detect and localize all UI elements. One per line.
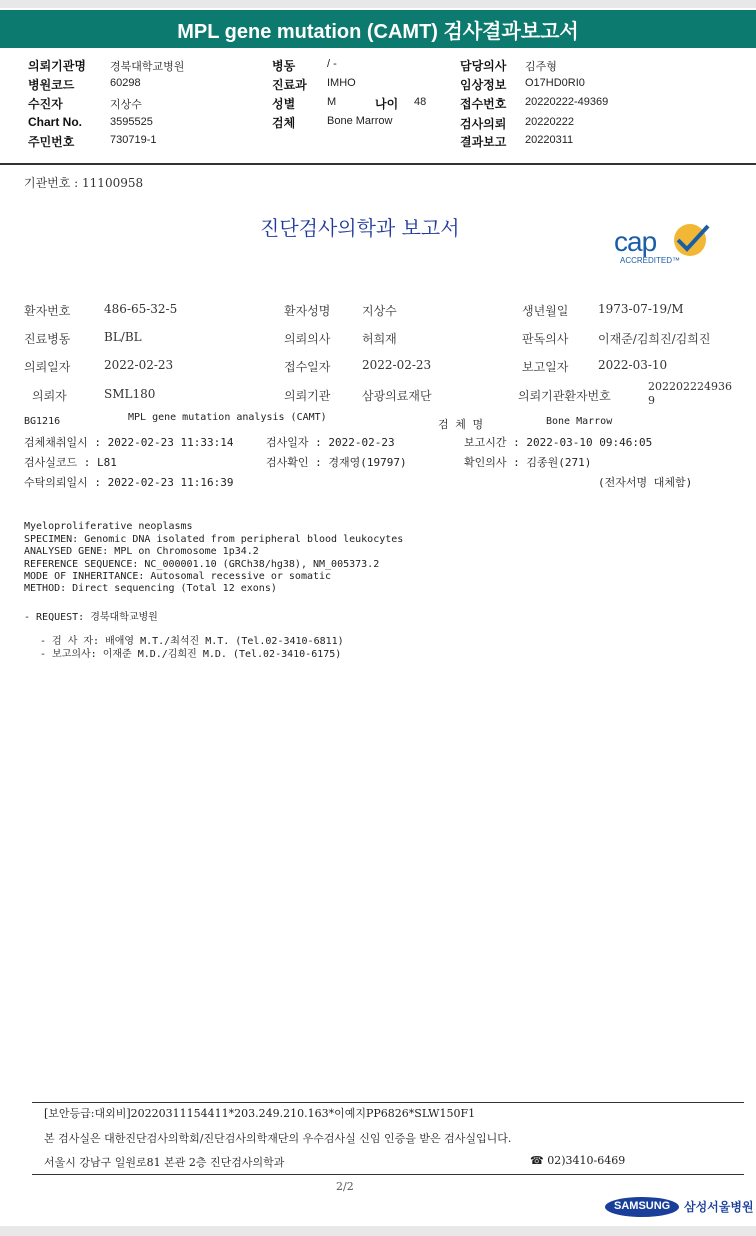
- patient-value: 202202224936: [648, 380, 732, 393]
- staff-line: - 검 사 자: 배애영 M.T./최석진 M.T. (Tel.02-3410-6811): [40, 636, 344, 647]
- lab-code: 검사실코드 : L81: [24, 456, 117, 469]
- body-line: METHOD: Direct sequencing (Total 12 exons): [24, 583, 277, 594]
- staff-line: - 보고의사: 이재준 M.D./김희진 M.D. (Tel.02-3410-6175): [40, 649, 342, 660]
- page-number: 2/2: [336, 1180, 354, 1193]
- specimen-value: Bone Marrow: [546, 416, 613, 427]
- collect-time: 검체채취일시 : 2022-02-23 11:33:14: [24, 436, 234, 449]
- header-value: 60298: [110, 77, 141, 89]
- section-title: 진단검사의학과 보고서: [260, 216, 460, 240]
- cap-brand: cap: [614, 226, 657, 257]
- header-value: Bone Marrow: [327, 115, 393, 127]
- hospital-name: 삼성서울병원: [684, 1200, 754, 1214]
- header-value: M: [327, 96, 337, 108]
- patient-label: 의뢰기관: [284, 389, 331, 403]
- body-line: ANALYSED GENE: MPL on Chromosome 1p34.2: [24, 546, 259, 557]
- cap-accredited-text: ACCREDITED™: [620, 256, 681, 265]
- patient-label: 판독의사: [522, 332, 569, 346]
- patient-value: 허희재: [362, 332, 397, 346]
- patient-value: 삼광의료재단: [362, 389, 432, 403]
- report-time: 보고시간 : 2022-03-10 09:46:05: [464, 436, 653, 449]
- request-line: - REQUEST: 경북대학교병원: [24, 612, 158, 623]
- confirm-doctor: 확인의사 : 김종원(271): [464, 456, 592, 469]
- patient-label: 접수일자: [284, 360, 331, 374]
- header-value: IMHO: [327, 77, 356, 89]
- header-label: 임상정보: [460, 78, 507, 92]
- patient-value: 2022-02-23: [362, 358, 432, 372]
- header-value: 20220222: [525, 116, 574, 128]
- cert-line: 본 검사실은 대한진단검사의학회/진단검사의학재단의 우수검사실 신임 인증을 받은 검사실입니다.: [44, 1132, 512, 1145]
- header-value: 730719-1: [110, 134, 157, 146]
- address-line: 서울시 강남구 일원로81 본관 2층 진단검사의학과: [44, 1156, 285, 1169]
- header-label: Chart No.: [28, 115, 82, 129]
- patient-value: 9: [648, 394, 655, 407]
- patient-label: 의뢰자: [32, 389, 67, 403]
- security-line: [보안등급:대외비]20220311154411*203.249.210.163*이예지PP6826*SLW150F1: [44, 1107, 476, 1120]
- patient-label: 환자번호: [24, 304, 71, 318]
- header-label: 병원코드: [28, 78, 75, 92]
- patient-label: 의뢰일자: [24, 360, 71, 374]
- header-divider: [0, 163, 756, 165]
- test-name: MPL gene mutation analysis (CAMT): [128, 412, 327, 423]
- patient-value: 지상수: [362, 304, 397, 318]
- report-title: MPL gene mutation (CAMT) 검사결과보고서: [0, 10, 756, 48]
- header-label: 결과보고: [460, 135, 507, 149]
- header-value: 20220222-49369: [525, 96, 609, 108]
- header-value: 20220311: [525, 134, 574, 146]
- phone-line: ☎ 02)3410-6469: [530, 1154, 626, 1167]
- samsung-text: SAMSUNG: [614, 1200, 671, 1212]
- body-line: Myeloproliferative neoplasms: [24, 521, 193, 532]
- body-line: SPECIMEN: Genomic DNA isolated from peripheral blood leukocytes: [24, 534, 404, 545]
- header-value: 김주형: [525, 61, 557, 73]
- patient-value: 2022-02-23: [104, 358, 174, 372]
- body-line: MODE OF INHERITANCE: Autosomal recessive or somatic: [24, 571, 332, 582]
- patient-label: 의뢰의사: [284, 332, 331, 346]
- institution-number: 기관번호 : 11100958: [24, 176, 144, 190]
- patient-value: SML180: [104, 387, 156, 401]
- bottom-strip: [0, 1226, 756, 1236]
- patient-value: 1973-07-19/M: [598, 302, 684, 316]
- footer-divider-bottom: [32, 1174, 744, 1175]
- header-value: O17HD0RI0: [525, 77, 585, 89]
- specimen-label: 검 체 명: [438, 418, 484, 431]
- patient-label: 의뢰기관환자번호: [518, 389, 611, 403]
- patient-value: 2022-03-10: [598, 358, 668, 372]
- header-value: 3595525: [110, 116, 153, 128]
- header-label: 검체: [272, 116, 296, 130]
- header-label: 검사의뢰: [460, 117, 507, 131]
- footer-divider: [32, 1102, 744, 1103]
- patient-value: BL/BL: [104, 330, 142, 344]
- exam-confirm: 검사확인 : 경재영(19797): [266, 456, 407, 469]
- exam-date: 검사일자 : 2022-02-23: [266, 436, 395, 449]
- esign-note: (전자서명 대체함): [598, 476, 693, 489]
- header-value: / -: [327, 58, 337, 70]
- header-value: 48: [414, 96, 427, 108]
- receipt-time: 수탁의뢰일시 : 2022-02-23 11:16:39: [24, 476, 234, 489]
- header-value: 경북대학교병원: [110, 61, 185, 73]
- header-label: 담당의사: [460, 59, 507, 73]
- patient-value: 486-65-32-5: [104, 302, 178, 316]
- patient-label: 환자성명: [284, 304, 331, 318]
- test-code: BG1216: [24, 416, 61, 427]
- body-line: REFERENCE SEQUENCE: NC_000001.10 (GRCh38/hg38), NM_005373.2: [24, 559, 380, 570]
- header-label: 성별: [272, 97, 296, 111]
- header-label: 의뢰기관명: [28, 59, 86, 73]
- header-label: 주민번호: [28, 135, 75, 149]
- header-value: 지상수: [110, 99, 142, 111]
- patient-value: 이재준/김희진/김희진: [598, 332, 711, 346]
- header-label: 접수번호: [460, 97, 507, 111]
- patient-label: 보고일자: [522, 360, 569, 374]
- patient-label: 생년월일: [522, 304, 569, 318]
- header-label: 병동: [272, 59, 296, 73]
- header-label: 나이: [375, 97, 399, 111]
- top-strip: [0, 0, 756, 8]
- header-label: 진료과: [272, 78, 307, 92]
- patient-label: 진료병동: [24, 332, 71, 346]
- header-label: 수진자: [28, 97, 63, 111]
- cap-accredited-logo: [612, 220, 712, 268]
